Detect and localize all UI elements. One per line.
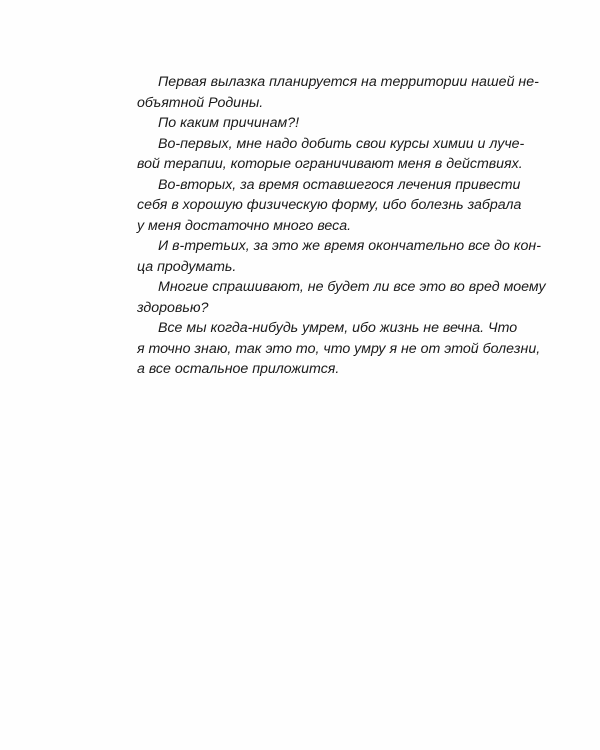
text-line: себя в хорошую физическую форму, ибо болезнь забрала xyxy=(137,197,522,213)
text-line: И в-третьих, за это же время окончательно все до кон- xyxy=(158,238,541,254)
text-line: ца продумать. xyxy=(137,258,237,275)
text-line: у меня достаточно много веса. xyxy=(137,217,352,234)
text-line: Многие спрашивают, не будет ли все это во вред моему xyxy=(158,279,546,295)
text-line: а все остальное приложится. xyxy=(137,361,340,377)
text-line: Первая вылазка планируется на территории нашей не- xyxy=(158,74,539,90)
body-text xyxy=(137,72,546,380)
text-line: я точно знаю, так это то, что умру я не от этой болезни, xyxy=(137,340,541,357)
text-line: вой терапии, которые ограничивают меня в действиях. xyxy=(137,156,523,172)
text-line: Во-вторых, за время оставшегося лечения привести xyxy=(158,176,521,193)
text-line: Во-первых, мне надо добить свои курсы химии и луче- xyxy=(158,135,525,152)
text-line: здоровью? xyxy=(137,299,209,316)
text-line: объятной Родины. xyxy=(137,94,264,111)
text-line: Все мы когда-нибудь умрем, ибо жизнь не вечна. Что xyxy=(158,320,518,336)
text-line: По каким причинам?! xyxy=(158,115,300,131)
